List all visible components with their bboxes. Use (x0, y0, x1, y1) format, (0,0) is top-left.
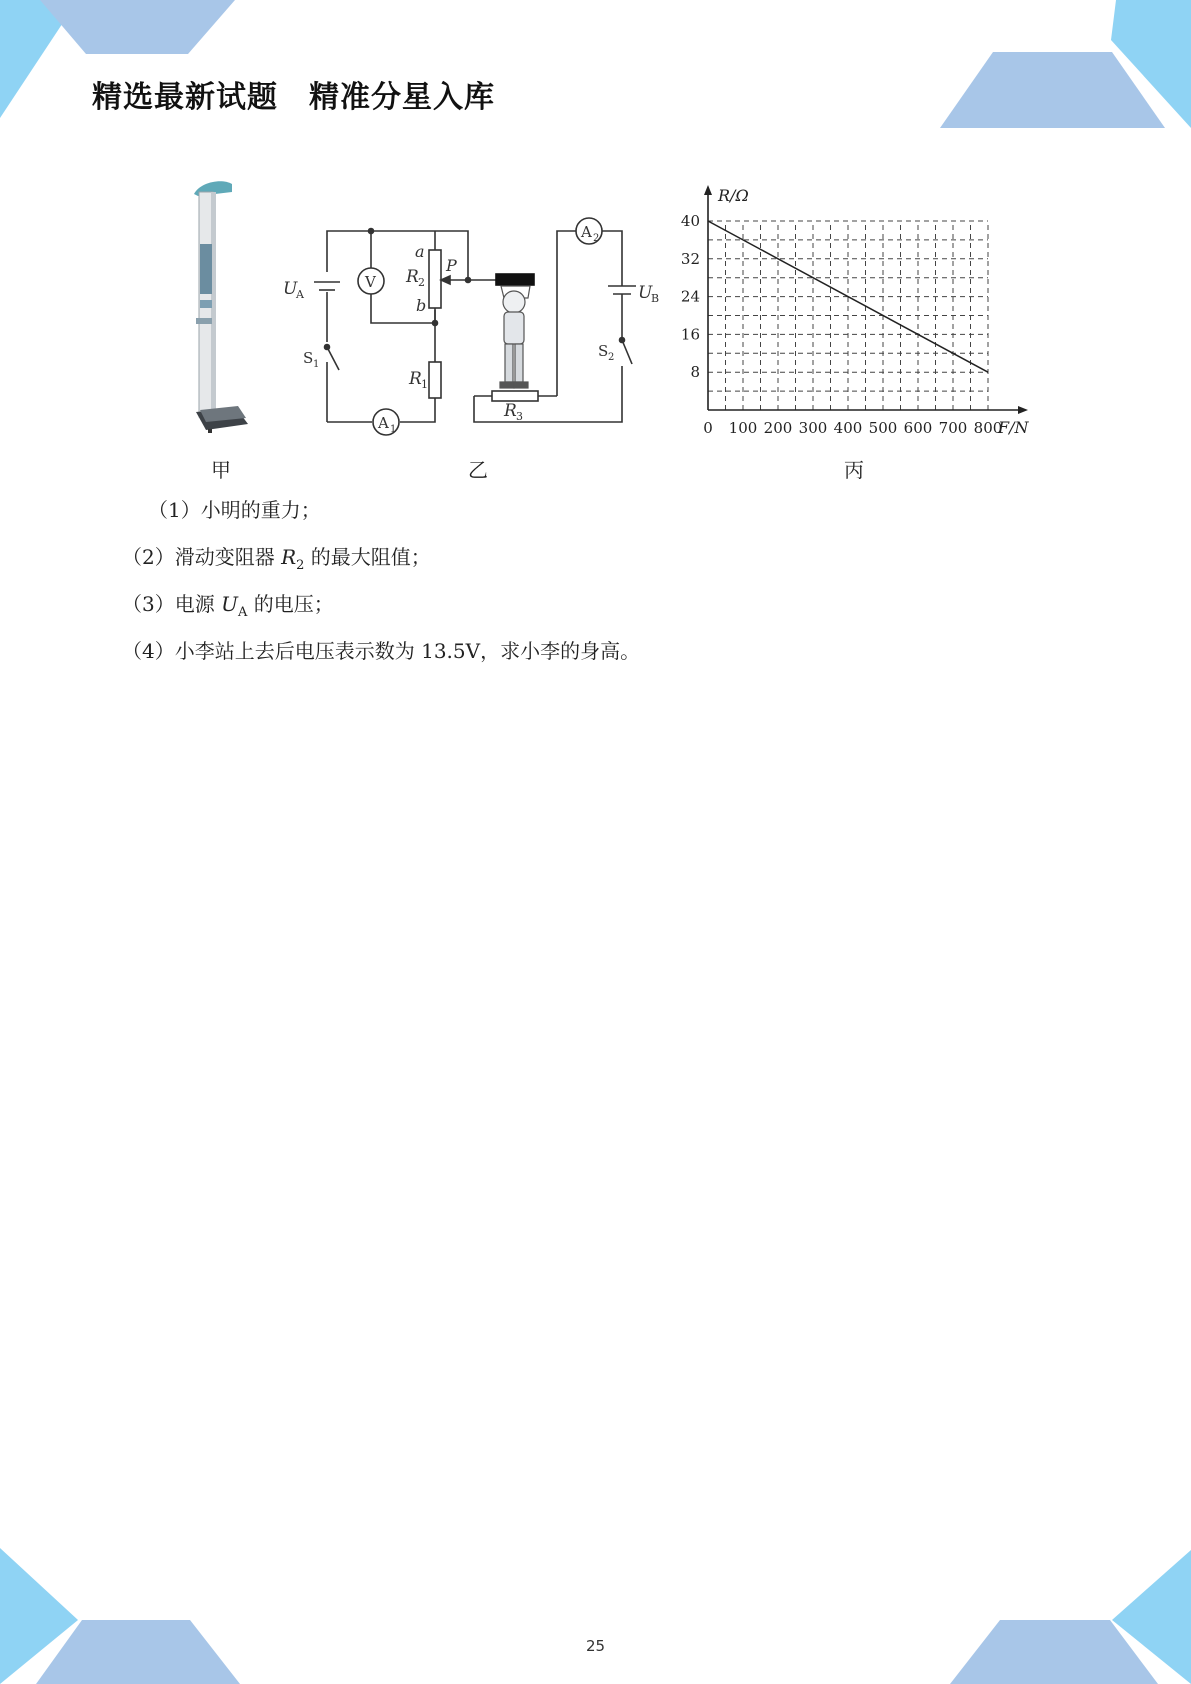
question-3 (122, 588, 334, 620)
label-r1-sub: 1 (421, 378, 428, 391)
question-4 (122, 635, 640, 664)
label-s2: S (598, 342, 609, 360)
label-a1-sub: 1 (390, 424, 397, 435)
label-a1: A (378, 414, 389, 432)
header-title: 精选最新试题 精准分星入库 (92, 80, 495, 115)
question-4-text: 小李站上去后电压表示数为 13.5V，求小李的身高。 (174, 639, 641, 663)
label-ub: U (638, 283, 653, 303)
question-1 (148, 494, 321, 523)
label-a2-sub: 2 (593, 233, 600, 244)
y-tick-label: 40 (680, 212, 700, 230)
x-tick-label: 800 (973, 419, 1003, 437)
label-ua: U (283, 279, 298, 299)
label-r3: R (504, 401, 517, 421)
y-tick-label: 32 (680, 249, 700, 268)
label-b: b (416, 296, 427, 315)
page-number: 25 (585, 1637, 606, 1655)
circuit-diagram (314, 218, 636, 435)
person-illustration (500, 286, 530, 388)
label-r1: R (409, 369, 422, 389)
caption-jia: 甲 (211, 458, 231, 482)
x-tick-label: 500 (868, 419, 898, 437)
figure (0, 0, 1191, 480)
question-3-text-b: 的电压； (247, 592, 334, 616)
label-s1: S (303, 349, 314, 367)
label-s1-sub: 1 (313, 359, 320, 370)
question-2 (122, 541, 431, 573)
y-tick-label: 16 (680, 325, 700, 344)
y-tick-label: 8 (690, 363, 700, 382)
question-3-prefix: （3） (122, 592, 175, 616)
question-4-prefix: （4） (122, 639, 175, 663)
label-r2-sub: 2 (418, 276, 425, 289)
question-2-prefix: （2） (122, 545, 175, 569)
label-p: P (446, 256, 457, 275)
x-tick-label: 100 (728, 419, 758, 437)
label-r3-sub: 3 (516, 410, 523, 423)
label-r2: R (406, 267, 419, 287)
question-1-prefix: （1） (148, 498, 201, 522)
label-a: a (415, 242, 425, 261)
label-s2-sub: 2 (608, 352, 615, 363)
question-2-var: R (281, 545, 297, 569)
label-ub-sub: B (651, 292, 660, 305)
question-3-text-a: 电源 (174, 592, 222, 616)
x-tick-label: 600 (903, 419, 933, 437)
y-tick-label: 24 (680, 287, 700, 306)
caption-bing: 丙 (844, 458, 864, 482)
question-1-text: 小明的重力； (200, 498, 321, 522)
caption-yi: 乙 (468, 458, 488, 482)
question-2-sub: 2 (296, 558, 305, 573)
y-axis-label: R/Ω (718, 186, 749, 205)
x-tick-label: 700 (938, 419, 968, 437)
x-tick-label: 300 (798, 419, 828, 437)
x-tick-label: 0 (703, 419, 713, 437)
question-2-text-b: 的最大阻值； (304, 545, 431, 569)
question-3-var: U (221, 592, 238, 616)
y-axis-arrow (704, 185, 712, 195)
x-axis-label: F/N (998, 418, 1029, 437)
x-tick-label: 400 (833, 419, 863, 437)
label-v: V (365, 273, 376, 291)
scale-photo (194, 181, 248, 433)
question-3-sub: A (237, 605, 248, 620)
label-ua-sub: A (296, 288, 304, 301)
x-axis-arrow (1018, 406, 1028, 414)
x-tick-label: 200 (763, 419, 793, 437)
question-2-text-a: 滑动变阻器 (174, 545, 282, 569)
label-a2: A (581, 223, 592, 241)
r-f-chart (681, 185, 1030, 437)
